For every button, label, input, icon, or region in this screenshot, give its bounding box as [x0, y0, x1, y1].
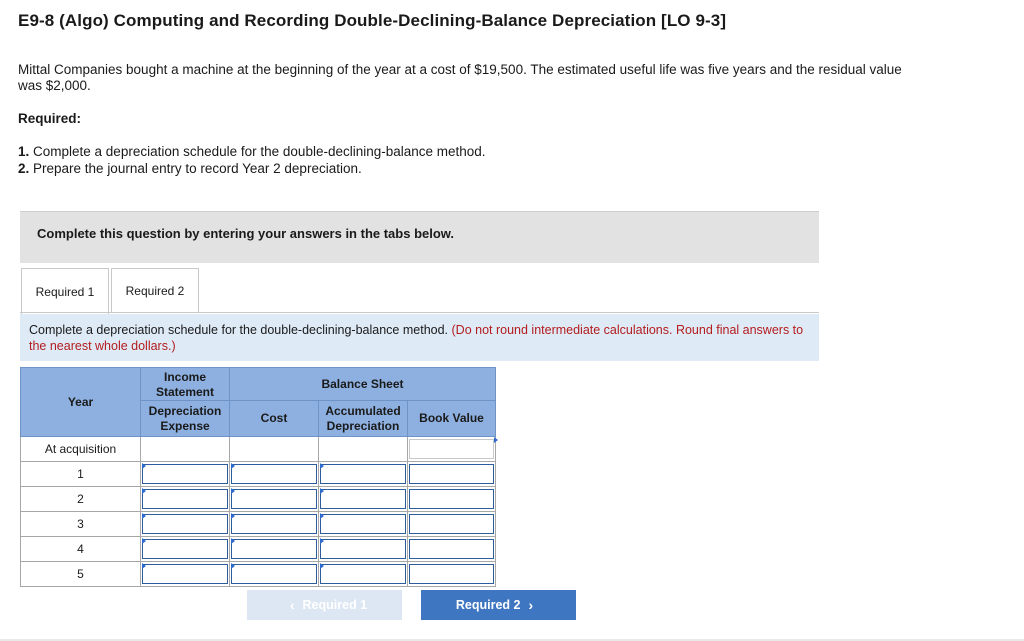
depreciation-expense-input[interactable]: [142, 514, 228, 534]
instruction-text: Complete a depreciation schedule for the double-declining-balance method.: [29, 323, 449, 337]
header-book-value: Book Value: [408, 401, 496, 437]
book-value-input[interactable]: [409, 489, 494, 509]
depreciation-expense-input[interactable]: [142, 489, 228, 509]
book-value-input[interactable]: [409, 439, 494, 459]
chevron-left-icon: ‹: [289, 597, 295, 613]
year-cell: 1: [21, 462, 141, 487]
required-heading: Required:: [18, 111, 82, 126]
table-row: [21, 562, 496, 587]
year-cell: 5: [21, 562, 141, 587]
accumulated-depreciation-input[interactable]: [320, 514, 406, 534]
table-row: [21, 512, 496, 537]
year-cell: At acquisition: [21, 437, 141, 462]
problem-description: Mittal Companies bought a machine at the beginning of the year at a cost of $19,500. The estimated useful life was five years and the residual value was $2,000.: [18, 62, 902, 93]
header-year: Year: [21, 368, 141, 437]
year-cell: 4: [21, 537, 141, 562]
empty-cell: [141, 437, 230, 462]
cost-input[interactable]: [231, 514, 317, 534]
tab-divider: [20, 312, 819, 313]
chevron-right-icon: ›: [528, 597, 534, 613]
header-income-statement: Income Statement: [141, 368, 230, 401]
requirement-item: [18, 160, 486, 177]
next-tab-label: Required 2: [455, 598, 521, 612]
cost-input[interactable]: [231, 539, 317, 559]
header-accumulated-depreciation: Accumulated Depreciation: [319, 401, 408, 437]
header-cost: Cost: [230, 401, 319, 437]
cost-input[interactable]: [231, 489, 317, 509]
previous-tab-label: Required 1: [302, 598, 368, 612]
input-flag-icon: [494, 437, 498, 443]
tab-instructions: [20, 314, 819, 361]
requirements-list: [18, 143, 486, 177]
tab-required-2[interactable]: Required 2: [111, 268, 199, 313]
instruction-note: (Do not round intermediate calculations. Round final answers to the nearest whole dollars.): [29, 323, 804, 353]
requirement-number: 2.: [18, 161, 30, 176]
tab-required-1[interactable]: Required 1: [21, 268, 109, 314]
table-row: [21, 437, 496, 462]
table-row: [21, 487, 496, 512]
requirement-text: Complete a depreciation schedule for the double-declining-balance method.: [29, 144, 486, 159]
banner-text: Complete this question by entering your answers in the tabs below.: [37, 226, 455, 241]
requirement-text: Prepare the journal entry to record Year 2 depreciation.: [29, 161, 362, 176]
cost-input[interactable]: [231, 464, 317, 484]
instructions-banner: [20, 211, 819, 263]
year-cell: 3: [21, 512, 141, 537]
year-cell: 2: [21, 487, 141, 512]
depreciation-schedule-table: [20, 367, 496, 587]
book-value-input[interactable]: [409, 564, 494, 584]
book-value-input[interactable]: [409, 514, 494, 534]
depreciation-expense-input[interactable]: [142, 539, 228, 559]
empty-cell: [230, 437, 319, 462]
previous-tab-button[interactable]: [247, 590, 402, 620]
empty-cell: [319, 437, 408, 462]
table-row: [21, 537, 496, 562]
requirement-number: 1.: [18, 144, 30, 159]
header-balance-sheet: Balance Sheet: [230, 368, 496, 401]
book-value-input[interactable]: [409, 464, 494, 484]
requirement-item: [18, 143, 486, 160]
cost-input[interactable]: [231, 564, 317, 584]
book-value-input[interactable]: [409, 539, 494, 559]
page-title: E9-8 (Algo) Computing and Recording Double-Declining-Balance Depreciation [LO 9-3]: [18, 11, 727, 30]
accumulated-depreciation-input[interactable]: [320, 464, 406, 484]
table-row: [21, 462, 496, 487]
depreciation-expense-input[interactable]: [142, 464, 228, 484]
depreciation-expense-input[interactable]: [142, 564, 228, 584]
accumulated-depreciation-input[interactable]: [320, 539, 406, 559]
header-depreciation-expense: Depreciation Expense: [141, 401, 230, 437]
accumulated-depreciation-input[interactable]: [320, 489, 406, 509]
accumulated-depreciation-input[interactable]: [320, 564, 406, 584]
next-tab-button[interactable]: [421, 590, 576, 620]
